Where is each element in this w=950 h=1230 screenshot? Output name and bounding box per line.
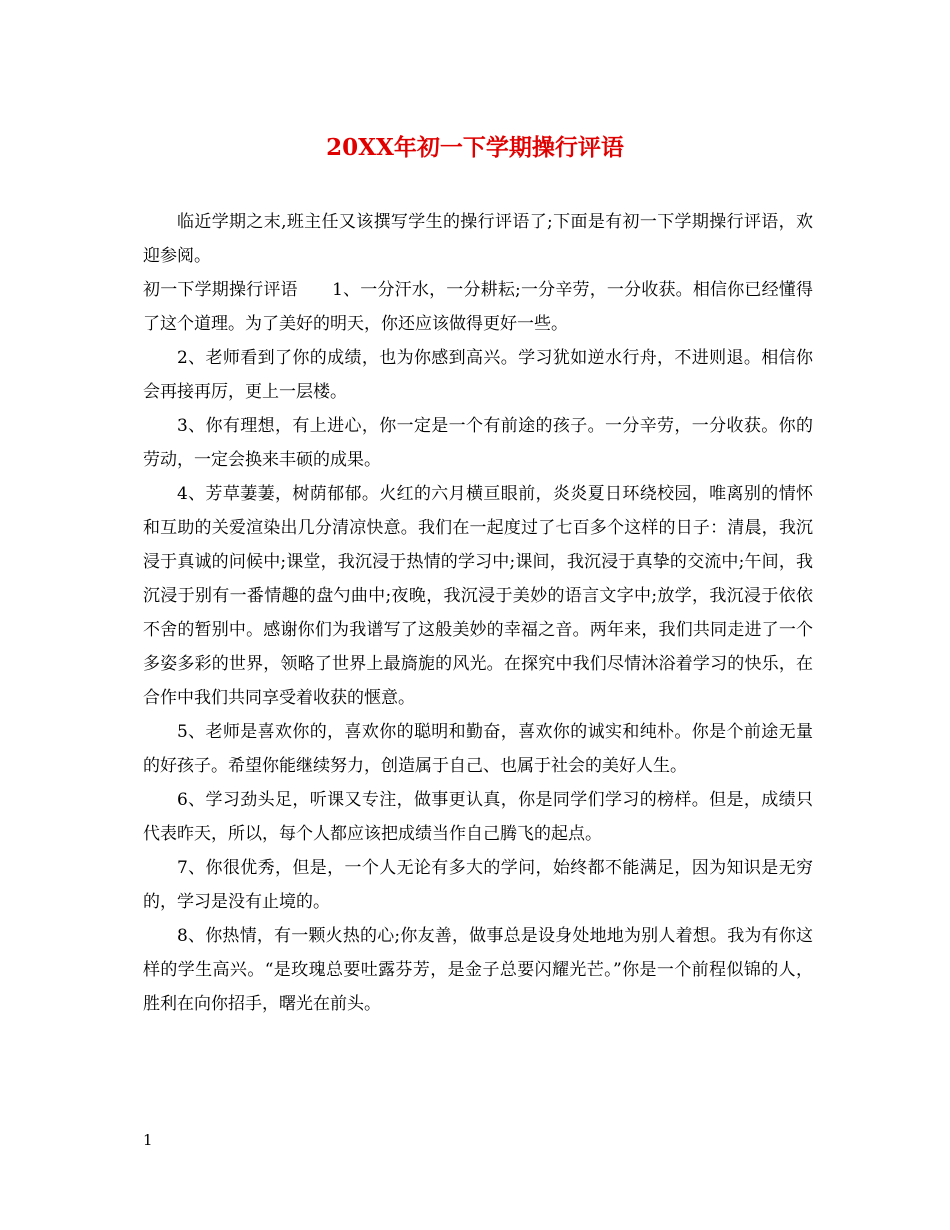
paragraph-item-7: 7、你很优秀，但是，一个人无论有多大的学问，始终都不能满足，因为知识是无穷的，学习是没有止境的。	[143, 858, 813, 912]
paragraph-item-4: 4、芳草萋萋，树荫郁郁。火红的六月横亘眼前，炎炎夏日环绕校园，唯离别的情怀和互助的关爱渲染出几分清凉快意。我们在一起度过了七百多个这样的日子：清晨，我沉浸于真诚的问候中;课堂，我沉浸于热情的学习中;课间，我沉浸于真挚的交流中;午间，我沉浸于别有一番情趣的盘勺曲中;夜晚，我沉浸于美妙的语言文字中;放学，我沉浸于依依不舍的暂别中。感谢你们为我谱写了这般美妙的幸福之音。两年来，我们共同走进了一个多姿多彩的世界，领略了世界上最旖旎的风光。在探究中我们尽情沐浴着学习的快乐，在合作中我们共同享受着收获的惬意。	[143, 484, 813, 708]
document-title: 20XX年初一下学期操行评语	[326, 134, 624, 161]
document-body	[143, 205, 813, 1021]
paragraph-intro: 临近学期之末,班主任又该撰写学生的操行评语了;下面是有初一下学期操行评语，欢迎参阅。	[143, 212, 813, 266]
paragraph-item-1: 初一下学期操行评语 1、一分汗水，一分耕耘;一分辛劳，一分收获。相信你已经懂得了这个道理。为了美好的明天，你还应该做得更好一些。	[143, 280, 813, 334]
paragraph-item-3: 3、你有理想，有上进心，你一定是一个有前途的孩子。一分辛劳，一分收获。你的劳动，一定会换来丰硕的成果。	[143, 416, 813, 470]
paragraph-item-2: 2、老师看到了你的成绩，也为你感到高兴。学习犹如逆水行舟，不进则退。相信你会再接再厉，更上一层楼。	[143, 348, 813, 402]
page-number: 1	[143, 1131, 153, 1149]
paragraph-item-5: 5、老师是喜欢你的，喜欢你的聪明和勤奋，喜欢你的诚实和纯朴。你是个前途无量的好孩子。希望你能继续努力，创造属于自己、也属于社会的美好人生。	[143, 722, 813, 776]
paragraph-item-6: 6、学习劲头足，听课又专注，做事更认真，你是同学们学习的榜样。但是，成绩只代表昨天，所以，每个人都应该把成绩当作自己腾飞的起点。	[143, 790, 813, 844]
paragraph-item-8: 8、你热情，有一颗火热的心;你友善，做事总是设身处地地为别人着想。我为有你这样的学生高兴。“是玫瑰总要吐露芬芳，是金子总要闪耀光芒。”你是一个前程似锦的人，胜利在向你招手，曙光在前头。	[143, 926, 813, 1014]
